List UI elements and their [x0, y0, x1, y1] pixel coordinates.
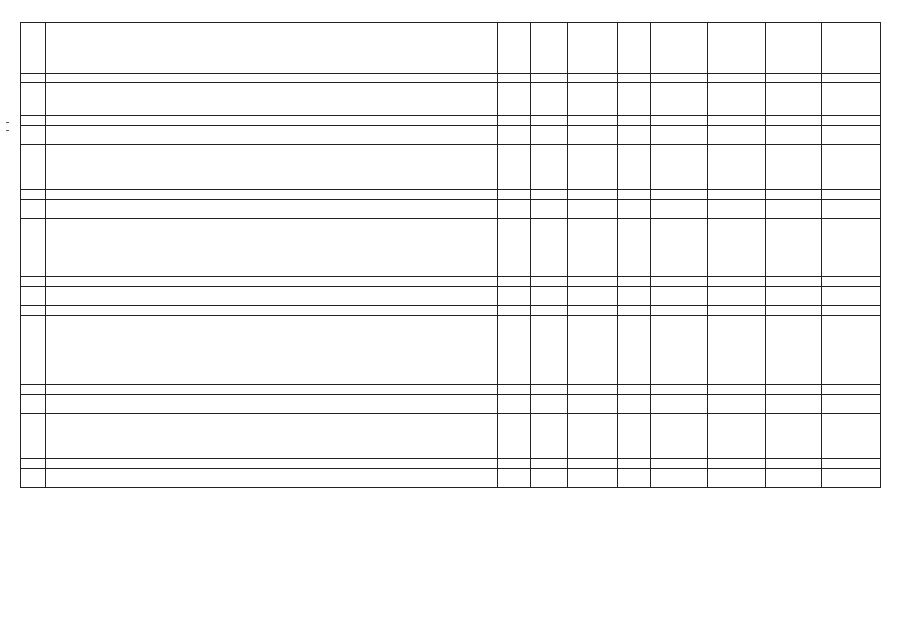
row-department-code: [498, 145, 531, 190]
row-executed: [766, 190, 822, 200]
row-number: [21, 277, 46, 287]
header-target-article: [568, 23, 618, 74]
row-section: [531, 277, 568, 287]
row-schedule: [708, 316, 766, 385]
row-expense-type: [618, 395, 651, 414]
row-expense-type: [618, 219, 651, 277]
row-number: [21, 306, 46, 316]
row-section: [531, 459, 568, 469]
table-row: [21, 459, 881, 469]
row-executed: [766, 277, 822, 287]
row-section: [531, 316, 568, 385]
row-name: [46, 306, 498, 316]
row-name: [46, 126, 498, 145]
column-number: [498, 74, 531, 83]
header-budget-schedule: [708, 23, 766, 74]
row-department-code: [498, 287, 531, 306]
row-target-article: [568, 469, 618, 488]
row-department-code: [498, 459, 531, 469]
row-percent: [822, 116, 881, 126]
row-section: [531, 126, 568, 145]
row-number: [21, 414, 46, 459]
row-schedule: [708, 200, 766, 219]
row-expense-type: [618, 385, 651, 395]
column-number: [822, 74, 881, 83]
row-expense-type: [618, 190, 651, 200]
row-number: [21, 116, 46, 126]
row-name: [46, 190, 498, 200]
row-department-code: [498, 116, 531, 126]
row-percent: [822, 316, 881, 385]
row-department-code: [498, 306, 531, 316]
row-percent: [822, 414, 881, 459]
row-approved: [651, 459, 708, 469]
row-percent: [822, 385, 881, 395]
row-executed: [766, 200, 822, 219]
row-executed: [766, 287, 822, 306]
document-page: [20, 22, 880, 488]
row-schedule: [708, 83, 766, 116]
header-approved: [651, 23, 708, 74]
row-expense-type: [618, 116, 651, 126]
row-section: [531, 145, 568, 190]
row-department-code: [498, 126, 531, 145]
row-target-article: [568, 200, 618, 219]
row-approved: [651, 116, 708, 126]
table-row: [21, 395, 881, 414]
row-target-article: [568, 316, 618, 385]
row-schedule: [708, 145, 766, 190]
row-target-article: [568, 126, 618, 145]
table-row: [21, 219, 881, 277]
row-percent: [822, 126, 881, 145]
table-row: [21, 277, 881, 287]
row-target-article: [568, 385, 618, 395]
row-approved: [651, 316, 708, 385]
row-name: [46, 385, 498, 395]
row-executed: [766, 395, 822, 414]
row-approved: [651, 395, 708, 414]
row-number: [21, 385, 46, 395]
row-target-article: [568, 277, 618, 287]
row-section: [531, 395, 568, 414]
row-department-code: [498, 219, 531, 277]
row-target-article: [568, 190, 618, 200]
row-name: [46, 469, 498, 488]
row-expense-type: [618, 469, 651, 488]
row-target-article: [568, 145, 618, 190]
header-section: [531, 23, 568, 74]
row-expense-type: [618, 126, 651, 145]
column-number: [568, 74, 618, 83]
row-department-code: [498, 200, 531, 219]
header-name: [46, 23, 498, 74]
header-percent: [822, 23, 881, 74]
row-executed: [766, 459, 822, 469]
header-department-code: [498, 23, 531, 74]
row-approved: [651, 469, 708, 488]
row-executed: [766, 126, 822, 145]
column-number: [618, 74, 651, 83]
row-percent: [822, 219, 881, 277]
row-approved: [651, 145, 708, 190]
row-section: [531, 219, 568, 277]
row-schedule: [708, 469, 766, 488]
row-number: [21, 287, 46, 306]
row-department-code: [498, 190, 531, 200]
margin-mark: [6, 122, 9, 123]
table-header-row: [21, 23, 881, 74]
row-schedule: [708, 385, 766, 395]
row-percent: [822, 395, 881, 414]
row-percent: [822, 459, 881, 469]
row-number: [21, 395, 46, 414]
row-name: [46, 414, 498, 459]
row-schedule: [708, 414, 766, 459]
row-number: [21, 83, 46, 116]
row-expense-type: [618, 287, 651, 306]
row-number: [21, 459, 46, 469]
row-approved: [651, 306, 708, 316]
row-executed: [766, 469, 822, 488]
row-schedule: [708, 116, 766, 126]
row-section: [531, 469, 568, 488]
row-name: [46, 395, 498, 414]
row-department-code: [498, 316, 531, 385]
row-department-code: [498, 414, 531, 459]
row-executed: [766, 219, 822, 277]
row-expense-type: [618, 145, 651, 190]
row-name: [46, 277, 498, 287]
row-target-article: [568, 219, 618, 277]
row-executed: [766, 414, 822, 459]
row-name: [46, 200, 498, 219]
row-schedule: [708, 190, 766, 200]
table-row: [21, 190, 881, 200]
row-name: [46, 459, 498, 469]
row-target-article: [568, 83, 618, 116]
row-approved: [651, 287, 708, 306]
column-number-row: [21, 74, 881, 83]
row-section: [531, 414, 568, 459]
row-executed: [766, 306, 822, 316]
row-approved: [651, 277, 708, 287]
row-approved: [651, 219, 708, 277]
row-name: [46, 219, 498, 277]
row-number: [21, 316, 46, 385]
row-executed: [766, 385, 822, 395]
table-row: [21, 287, 881, 306]
row-expense-type: [618, 83, 651, 116]
table-row: [21, 385, 881, 395]
row-approved: [651, 126, 708, 145]
row-target-article: [568, 287, 618, 306]
row-percent: [822, 145, 881, 190]
row-target-article: [568, 395, 618, 414]
row-schedule: [708, 395, 766, 414]
table-row: [21, 83, 881, 116]
row-target-article: [568, 116, 618, 126]
row-expense-type: [618, 277, 651, 287]
row-schedule: [708, 287, 766, 306]
column-number: [21, 74, 46, 83]
row-executed: [766, 316, 822, 385]
row-department-code: [498, 395, 531, 414]
row-number: [21, 145, 46, 190]
margin-mark: [6, 130, 9, 131]
row-percent: [822, 83, 881, 116]
row-section: [531, 116, 568, 126]
row-number: [21, 190, 46, 200]
row-target-article: [568, 459, 618, 469]
row-schedule: [708, 459, 766, 469]
row-target-article: [568, 414, 618, 459]
row-schedule: [708, 219, 766, 277]
column-number: [651, 74, 708, 83]
row-number: [21, 126, 46, 145]
column-number: [708, 74, 766, 83]
column-number: [531, 74, 568, 83]
row-percent: [822, 469, 881, 488]
row-target-article: [568, 306, 618, 316]
row-approved: [651, 190, 708, 200]
row-department-code: [498, 83, 531, 116]
table-row: [21, 126, 881, 145]
table-row: [21, 116, 881, 126]
row-percent: [822, 190, 881, 200]
row-section: [531, 190, 568, 200]
header-executed: [766, 23, 822, 74]
row-section: [531, 83, 568, 116]
row-approved: [651, 200, 708, 219]
row-name: [46, 316, 498, 385]
row-number: [21, 219, 46, 277]
row-section: [531, 306, 568, 316]
budget-execution-table: [20, 22, 881, 488]
row-department-code: [498, 277, 531, 287]
row-schedule: [708, 306, 766, 316]
row-number: [21, 200, 46, 219]
row-expense-type: [618, 200, 651, 219]
row-department-code: [498, 385, 531, 395]
table-row: [21, 306, 881, 316]
table-row: [21, 316, 881, 385]
row-section: [531, 287, 568, 306]
row-schedule: [708, 277, 766, 287]
row-percent: [822, 200, 881, 219]
row-percent: [822, 306, 881, 316]
row-number: [21, 469, 46, 488]
column-number: [766, 74, 822, 83]
row-expense-type: [618, 316, 651, 385]
table-row: [21, 469, 881, 488]
header-row-number: [21, 23, 46, 74]
row-section: [531, 200, 568, 219]
row-name: [46, 287, 498, 306]
row-expense-type: [618, 306, 651, 316]
row-executed: [766, 145, 822, 190]
row-approved: [651, 414, 708, 459]
row-expense-type: [618, 459, 651, 469]
row-name: [46, 145, 498, 190]
row-name: [46, 116, 498, 126]
row-section: [531, 385, 568, 395]
header-expense-type: [618, 23, 651, 74]
row-name: [46, 83, 498, 116]
row-percent: [822, 287, 881, 306]
column-number: [46, 74, 498, 83]
row-approved: [651, 83, 708, 116]
row-executed: [766, 83, 822, 116]
row-percent: [822, 277, 881, 287]
row-executed: [766, 116, 822, 126]
table-row: [21, 145, 881, 190]
table-row: [21, 200, 881, 219]
table-row: [21, 414, 881, 459]
row-expense-type: [618, 414, 651, 459]
row-department-code: [498, 469, 531, 488]
row-approved: [651, 385, 708, 395]
row-schedule: [708, 126, 766, 145]
